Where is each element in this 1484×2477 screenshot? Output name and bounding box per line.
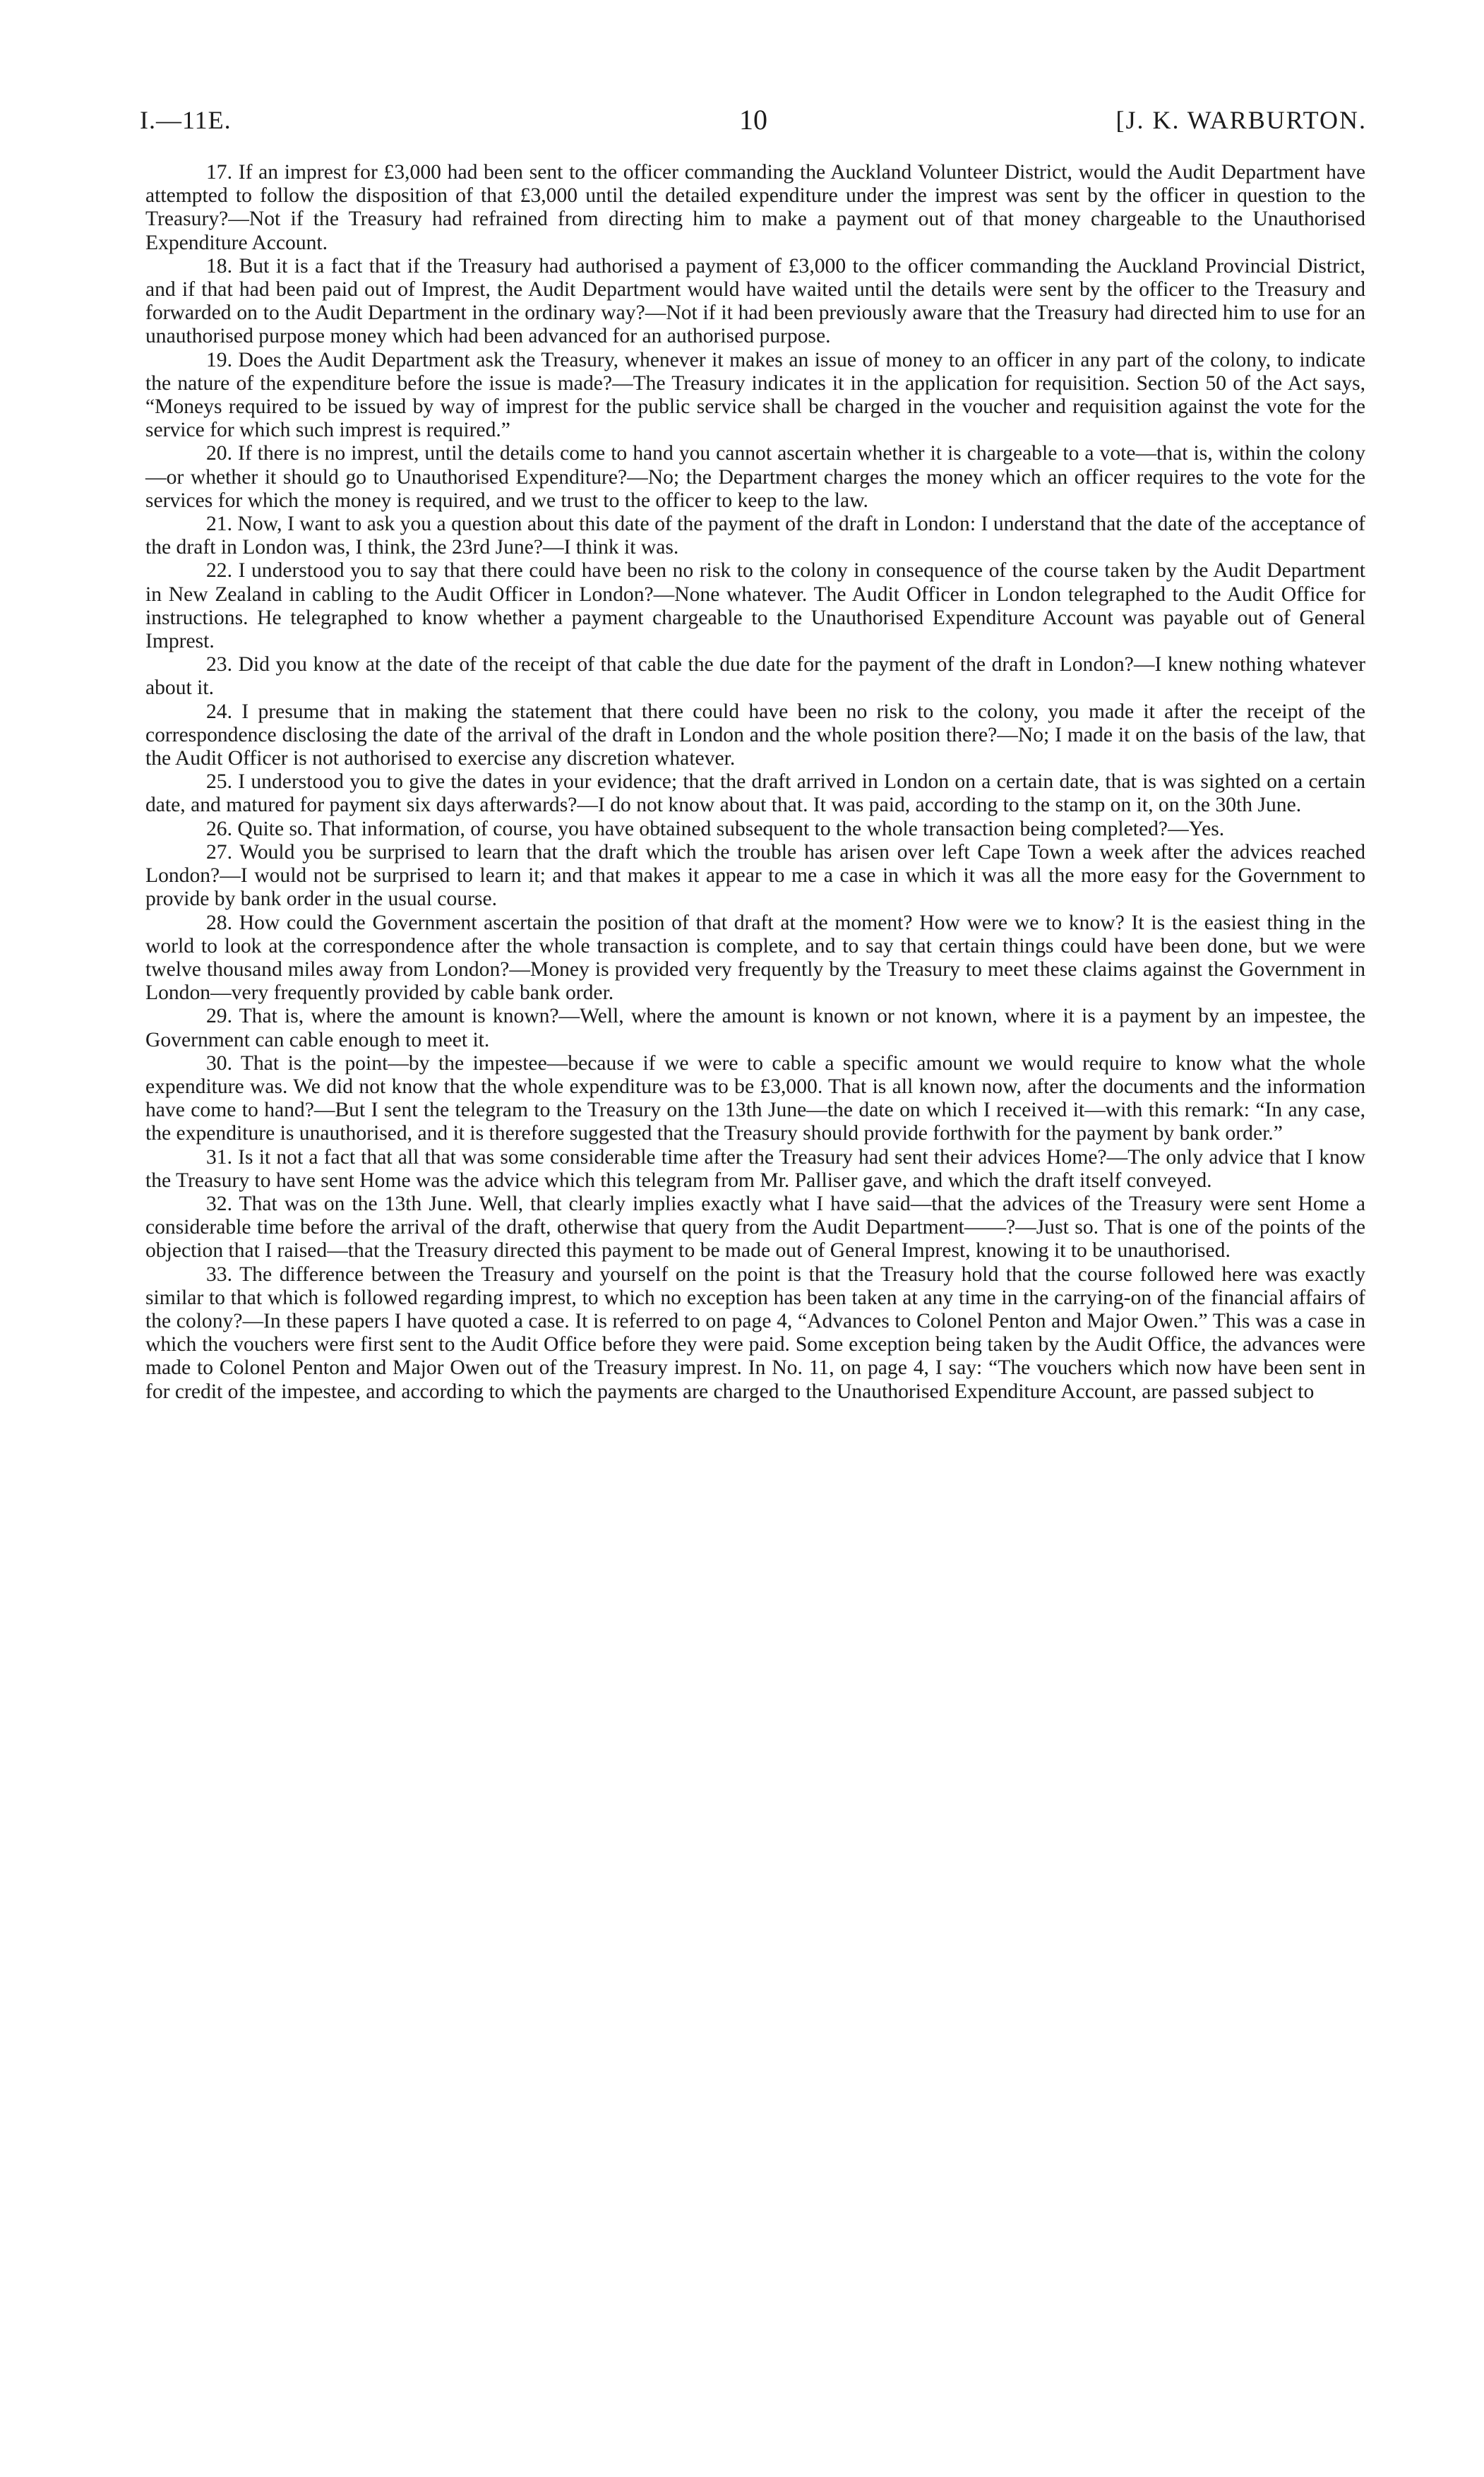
question-paragraph-33: 33. The difference between the Treasury and yourself on the point is that the Treasury hold that the course followed here was exactly similar to that which is followed regarding imprest, to which no exception has been taken at any time in the carrying-on of the financial affairs of the colony?—In these papers I have quoted a case. It is referred to on page 4, “Advances to Colonel Penton and Major Owen.” This was a case in which the vouchers were first sent to the Audit Office before they were paid. Some exception being taken by the Audit Office, the advances were made to Colonel Penton and Major Owen out of the Treasury imprest. In No. 11, on page 4, I say: “The vouchers which now have been sent in for credit of the impestee, and according to which the payments are charged to the Unauthorised Expenditure Account, are passed subject to	[145, 1263, 1365, 1403]
header-paper-reference: I.—11E.	[140, 106, 232, 134]
question-paragraph-27: 27. Would you be surprised to learn that the draft which the trouble has arisen over left Cape Town a week after the advices reached London?—I would not be surprised to learn it; and that makes it appear to me a case in which it was all the more easy for the Government to provide by bank order in the usual course.	[145, 840, 1365, 911]
page-header	[140, 99, 1367, 141]
question-paragraph-23: 23. Did you know at the date of the receipt of that cable the due date for the payment of the draft in London?—I knew nothing whatever about it.	[145, 653, 1365, 700]
question-paragraph-20: 20. If there is no imprest, until the details come to hand you cannot ascertain whether it is chargeable to a vote—that is, within the colony—or whether it should go to Unauthorised Expenditure?—No; the Department charges the money which an officer requires to the vote for the services for which the money is required, and we trust to the officer to keep to the law.	[145, 442, 1365, 512]
question-paragraph-17: 17. If an imprest for £3,000 had been sent to the officer commanding the Auckland Volunteer District, would the Audit Department have attempted to follow the disposition of that £3,000 until the detailed expenditure under the imprest was sent by the officer in question to the Treasury?—Not if the Treasury had refrained from directing him to make a payment out of that money chargeable to the Unauthorised Expenditure Account.	[145, 161, 1365, 254]
question-paragraph-26: 26. Quite so. That information, of course, you have obtained subsequent to the whole transaction being completed?—Yes.	[206, 817, 1225, 840]
evidence-body	[145, 161, 1365, 1404]
header-page-number: 10	[739, 104, 767, 136]
question-paragraph-18: 18. But it is a fact that if the Treasury had authorised a payment of £3,000 to the officer commanding the Auckland Provincial District, and if that had been paid out of Imprest, the Audit Department would have waited until the details were sent by the officer to the Treasury and forwarded on to the Audit Department in the ordinary way?—Not if it had been previously aware that the Treasury had directed him to use for an unauthorised purpose money which had been advanced for an authorised purpose.	[145, 254, 1365, 348]
question-paragraph-29: 29. That is, where the amount is known?—Well, where the amount is known or not known, where it is a payment by an impestee, the Government can cable enough to meet it.	[145, 1005, 1365, 1051]
question-paragraph-22: 22. I understood you to say that there could have been no risk to the colony in consequence of the course taken by the Audit Department in New Zealand in cabling to the Audit Officer in London?—None whatever. The Audit Officer in London telegraphed to the Audit Office for instructions. He telegraphed to know whether a payment chargeable to the Unauthorised Expenditure Account was payable out of General Imprest.	[145, 559, 1365, 653]
question-paragraph-31: 31. Is it not a fact that all that was some considerable time after the Treasury had sent their advices Home?—The only advice that I know the Treasury to have sent Home was the advice which this telegram from Mr. Palliser gave, and which the draft itself conveyed.	[145, 1145, 1365, 1192]
question-paragraph-21: 21. Now, I want to ask you a question about this date of the payment of the draft in London: I understand that the date of the acceptance of the draft in London was, I think, the 23rd June?—I think it was.	[145, 513, 1365, 559]
question-paragraph-28: 28. How could the Government ascertain the position of that draft at the moment? How were we to know? It is the easiest thing in the world to look at the correspondence after the whole transaction is complete, and to say that certain things could have been done, but we were twelve thousand miles away from London?—Money is provided very frequently by the Treasury to meet these claims against the Government in London—very frequently provided by cable bank order.	[145, 911, 1365, 1005]
question-paragraph-19: 19. Does the Audit Department ask the Treasury, whenever it makes an issue of money to an officer in any part of the colony, to indicate the nature of the expenditure before the issue is made?—The Treasury indicates it in the application for requisition. Section 50 of the Act says, “Moneys required to be issued by way of imprest for the public service shall be charged in the voucher and requisition against the vote for the service for which such imprest is required.”	[145, 348, 1365, 442]
question-paragraph-32: 32. That was on the 13th June. Well, that clearly implies exactly what I have said—that the advices of the Treasury were sent Home a considerable time before the arrival of the draft, otherwise that query from the Audit Department——?—Just so. That is one of the points of the objection that I raised—that the Treasury directed this payment to be made out of General Imprest, knowing it to be unauthorised.	[145, 1192, 1365, 1263]
question-paragraph-30: 30. That is the point—by the impestee—because if we were to cable a specific amount we would require to know what the whole expenditure was. We did not know that the whole expenditure was to be £3,000. That is all known now, after the documents and the information have come to hand?—But I sent the telegram to the Treasury on the 13th June—the date on which I received it—with this remark: “In any case, the expenditure is unauthorised, and it is therefore suggested that the Treasury should provide forthwith for the payment by bank order.”	[145, 1051, 1365, 1145]
header-witness-name: [J. K. WARBURTON.	[1115, 106, 1367, 134]
question-paragraph-25: 25. I understood you to give the dates in your evidence; that the draft arrived in London on a certain date, that is was sighted on a certain date, and matured for payment six days afterwards?—I do not know about that. It was paid, according to the stamp on it, on the 30th June.	[145, 770, 1365, 817]
question-paragraph-24: 24. I presume that in making the statement that there could have been no risk to the colony, you made it after the receipt of the correspondence disclosing the date of the arrival of the draft in London and the whole position there?—No; I made it on the basis of the law, that the Audit Officer is not authorised to exercise any discretion whatever.	[145, 700, 1365, 770]
